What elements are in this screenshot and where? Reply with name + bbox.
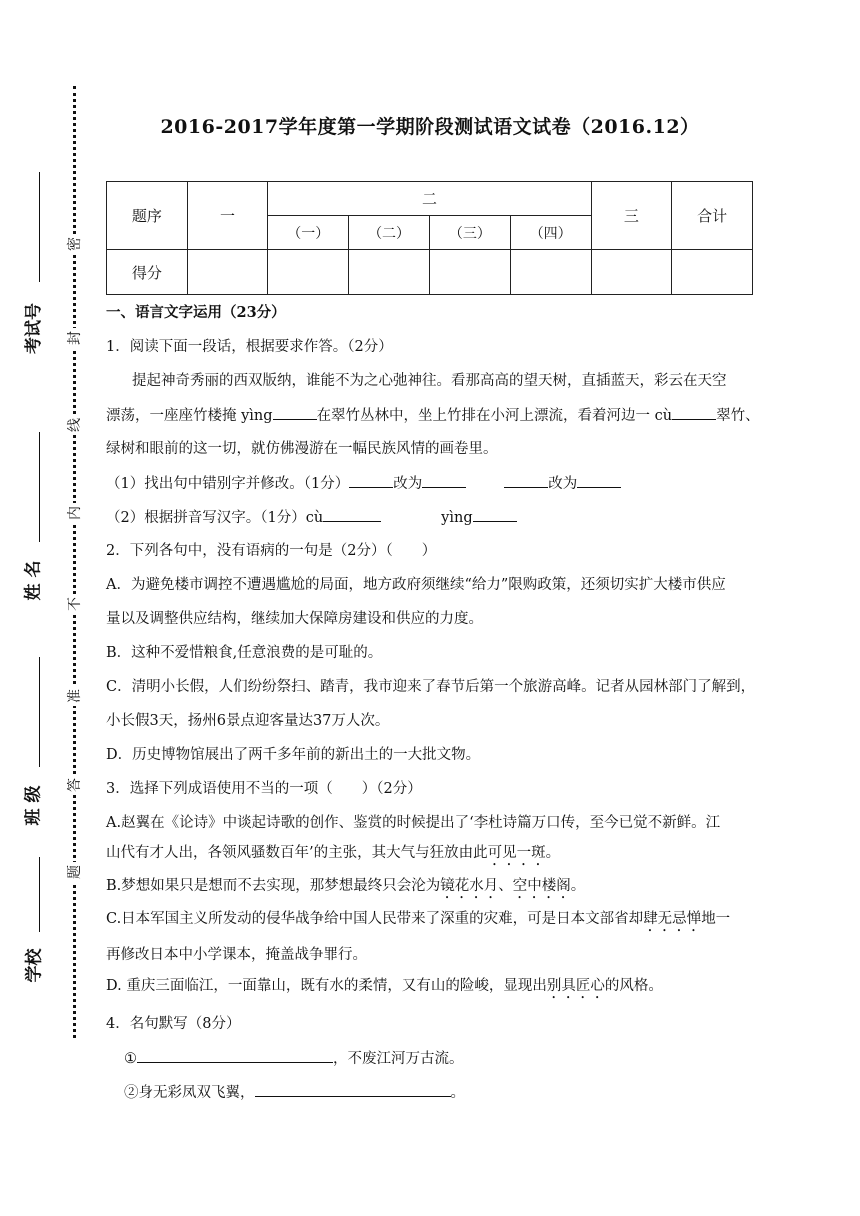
sub-col-1: （一） [268, 216, 349, 250]
score-cell-1[interactable] [187, 250, 268, 295]
q1-blank-ying[interactable] [273, 405, 317, 420]
q4-blank-2[interactable] [255, 1082, 451, 1097]
class-label: 班 级 [23, 785, 44, 826]
q3-b-idiom-1: 镜花水月 [440, 878, 499, 894]
seal-char-ti: 题 [64, 862, 84, 882]
seal-char-bu: 不 [64, 594, 84, 614]
score-cell-2-2[interactable] [349, 250, 430, 295]
q1-sub1-prompt: （1）找出句中错别字并修改。（1分） [106, 476, 350, 492]
q1-sub2 [106, 507, 517, 528]
q1-sub1-to-1: 改为 [393, 476, 423, 492]
score-cell-2-3[interactable] [429, 250, 510, 295]
score-cell-3[interactable] [591, 250, 672, 295]
q3-option-c-line1 [106, 909, 730, 935]
q3-a2-end: 。 [545, 845, 561, 861]
q3-b-text: B.梦想如果只是想而不去实现，那梦想最终只会沦为 [106, 878, 441, 894]
q3-c-idiom: 肆无忌惮 [643, 911, 702, 927]
q3-option-d [106, 976, 663, 1002]
seal-char-da: 答 [64, 775, 84, 795]
q4-blank-1[interactable] [137, 1048, 333, 1063]
seal-dotted-line [73, 86, 76, 1038]
exam-number-label: 考试号 [24, 303, 44, 354]
q1-sub2-blank-ying[interactable] [473, 507, 517, 522]
q3-b-idiom-2: 空中楼阁 [512, 878, 571, 894]
seal-char-mi: 密 [64, 234, 84, 254]
score-cell-total[interactable] [672, 250, 753, 295]
q4-line-2 [124, 1082, 465, 1103]
q4-l2-end: 。 [450, 1085, 465, 1101]
q3-d-idiom: 别具匠心 [546, 978, 605, 994]
q4-line-1 [124, 1048, 464, 1069]
q1-para-line2 [106, 405, 760, 426]
col-header-1: 一 [187, 182, 268, 250]
q3-c-text: C.日本军国主义所发动的侵华战争给中国人民带来了深重的灾难，可是日本文部省却 [106, 911, 644, 927]
q2-option-d: D．历史博物馆展出了两千多年前的新出土的一大批文物。 [106, 747, 481, 763]
sub-col-3: （三） [429, 216, 510, 250]
class-blank[interactable] [39, 657, 40, 767]
school-blank[interactable] [39, 857, 40, 932]
q3-option-b [106, 876, 585, 902]
col-header-3: 三 [591, 182, 672, 250]
seal-char-feng: 封 [64, 328, 84, 348]
q1-text-a: 漂荡，一座座竹楼掩 yìng [106, 408, 273, 424]
q1-sub1-wrong-1[interactable] [349, 473, 393, 488]
row-label-score: 得分 [107, 250, 188, 295]
q2-option-a-line2: 量以及调整供应结构，继续加大保障房建设和供应的力度。 [106, 611, 483, 627]
q4-l1-num: ① [124, 1051, 137, 1067]
q4-stem: 4．名句默写（8分） [106, 1016, 241, 1032]
section-heading: 一、语言文字运用（23分） [106, 304, 286, 321]
q3-c-end: 地一 [701, 911, 731, 927]
q1-text-b: 在翠竹丛林中，坐上竹排在小河上漂流，看着河边一 cù [316, 408, 673, 424]
exam-number-blank[interactable] [39, 172, 40, 282]
q1-blank-cu[interactable] [672, 405, 716, 420]
name-blank[interactable] [39, 432, 40, 542]
row-label-order: 题序 [107, 182, 188, 250]
q3-a2-text: 山代有才人出，各领风骚数百年’的主张，其大气与狂放由此 [106, 845, 488, 861]
q1-sub2-prompt: （2）根据拼音写汉字。（1分）cù [106, 510, 324, 526]
q3-b-sep: 、 [498, 878, 513, 894]
q2-option-a-line1: A．为避免楼市调控不遭遇尴尬的局面，地方政府须继续“给力”限购政策，还须切实扩大楼市供应 [106, 577, 726, 593]
seal-char-nei: 内 [64, 503, 84, 523]
q1-stem: 1．阅读下面一段话，根据要求作答。（2分） [106, 339, 393, 355]
seal-char-xian: 线 [64, 415, 84, 435]
q1-sub1-right-1[interactable] [422, 473, 466, 488]
sub-col-2: （二） [349, 216, 430, 250]
q3-d-end: 的风格。 [604, 978, 663, 994]
school-label: 学校 [24, 948, 45, 983]
q2-option-b: B．这种不爱惜粮食,任意浪费的是可耻的。 [106, 645, 383, 661]
page-title: 2016-2017学年度第一学期阶段测试语文试卷（2016.12） [160, 116, 700, 138]
score-table [106, 181, 753, 295]
q2-stem: 2．下列各句中，没有语病的一句是（2分）（ ） [106, 543, 437, 559]
q1-sub1-to-2: 改为 [548, 476, 578, 492]
q3-d-text: D. 重庆三面临江，一面靠山，既有水的柔情，又有山的险峻，显现出 [106, 978, 547, 994]
q2-option-c-line2: 小长假3天，扬州6景点迎客量达37万人次。 [106, 713, 390, 729]
q1-sub2-blank-cu[interactable] [323, 507, 381, 522]
q1-sub1-right-2[interactable] [577, 473, 621, 488]
q3-b-end: 。 [570, 878, 586, 894]
name-label: 姓 名 [23, 560, 44, 601]
sub-col-4: （四） [510, 216, 591, 250]
q2-option-c-line1: C．清明小长假，人们纷纷祭扫、踏青，我市迎来了春节后第一个旅游高峰。记者从园林部门了解到， [106, 679, 756, 695]
score-cell-2-1[interactable] [268, 250, 349, 295]
q1-sub1-wrong-2[interactable] [504, 473, 548, 488]
q3-stem: 3．选择下列成语使用不当的一项（ ）（2分） [106, 781, 422, 797]
q1-para-line1: 提起神奇秀丽的西双版纳，谁能不为之心弛神往。看那高高的望天树，直插蓝天，彩云在天空 [132, 373, 727, 389]
col-header-total: 合计 [672, 182, 753, 250]
q3-a2-idiom: 可见一斑 [487, 845, 546, 861]
seal-char-zhun: 准 [64, 686, 84, 706]
q3-option-a-line1: A.赵翼在《论诗》中谈起诗歌的创作、鉴赏的时候提出了‘李杜诗篇万口传，至今已觉不新鲜。江 [106, 815, 721, 831]
q1-para-line3: 绿树和眼前的这一切，就仿佛漫游在一幅民族风情的画卷里。 [106, 441, 498, 457]
q4-l2-text: ②身无彩凤双飞翼， [124, 1085, 255, 1101]
q1-text-c: 翠竹、 [716, 408, 760, 424]
q1-sub2-ying: yìng [441, 510, 473, 526]
score-cell-2-4[interactable] [510, 250, 591, 295]
q1-sub1 [106, 473, 621, 494]
q4-l1-text: ，不废江河万古流。 [333, 1051, 464, 1067]
col-header-2: 二 [268, 182, 591, 216]
q3-option-a-line2 [106, 843, 560, 869]
q3-option-c-line2: 再修改日本中小学课本，掩盖战争罪行。 [106, 947, 367, 963]
